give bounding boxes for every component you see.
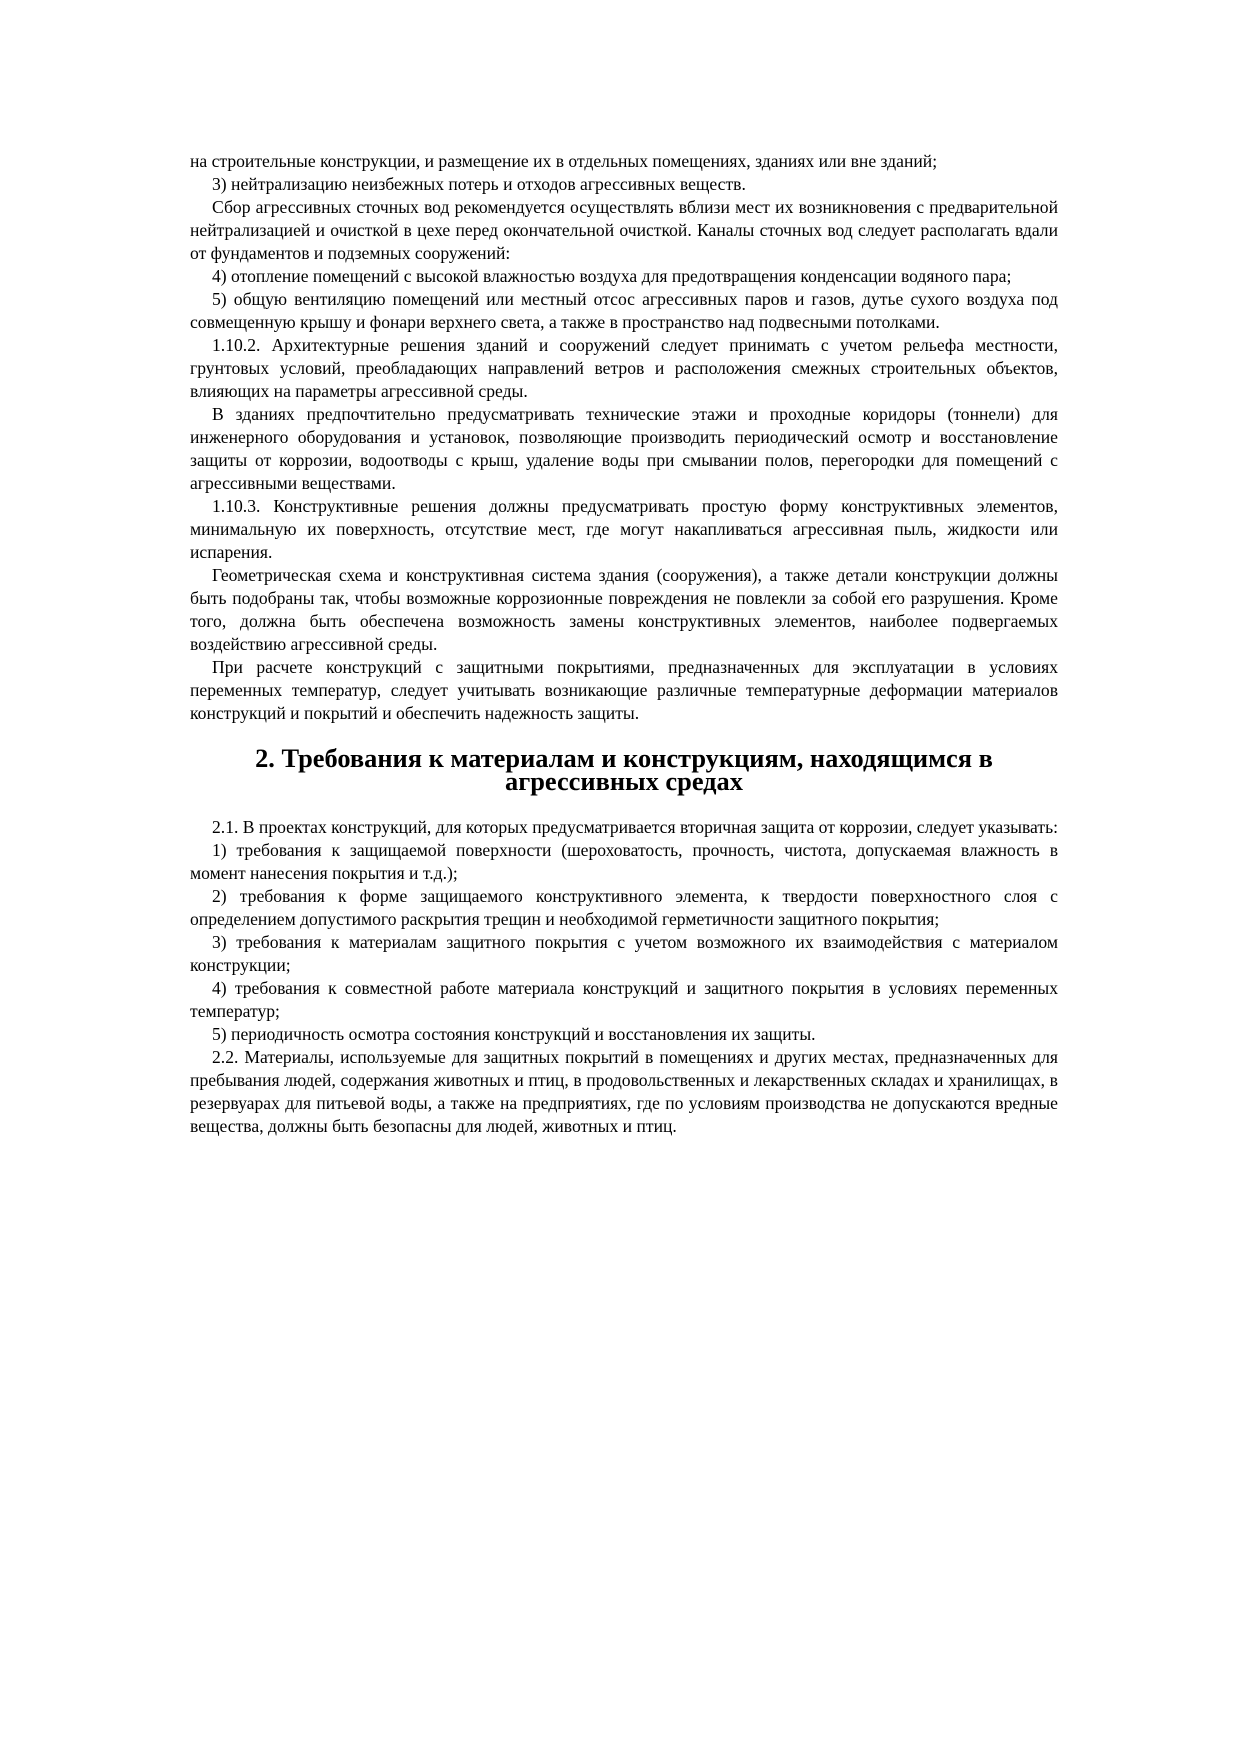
document-page [190, 150, 1058, 1138]
paragraph-2-1: 2.1. В проектах конструкций, для которых предусматривается вторичная защита от коррозии, следует указывать: [212, 817, 1059, 837]
paragraph-1-10-3: 1.10.3. Конструктивные решения должны предусматривать простую форму конструктивных элементов, минимальную их поверхность, отсутствие мест, где могут накапливаться агрессивная пыль, жидкости или испарения. [190, 496, 1058, 562]
paragraph-2-1-item-3: 3) требования к материалам защитного покрытия с учетом возможного их взаимодействия с материалом конструкции; [190, 932, 1058, 975]
paragraph-item-3-neutralization: 3) нейтрализацию неизбежных потерь и отходов агрессивных веществ. [212, 174, 746, 194]
section-2-body [190, 816, 1058, 1138]
paragraph-2-1-item-4: 4) требования к совместной работе материала конструкций и защитного покрытия в условиях переменных температур; [190, 978, 1058, 1021]
paragraph-calculation: При расчете конструкций с защитными покрытиями, предназначенных для эксплуатации в условиях переменных температур, следует учитывать возникающие различные температурные деформации материалов конструкций и покрытий и обеспечить надежность защиты. [190, 657, 1058, 723]
paragraph-item-4-heating: 4) отопление помещений с высокой влажностью воздуха для предотвращения конденсации водяного пара; [212, 266, 1012, 286]
paragraph-item-5-ventilation: 5) общую вентиляцию помещений или местный отсос агрессивных паров и газов, дутье сухого воздуха под совмещенную крышу и фонари верхнего света, а также в пространство над подвесными потолками. [190, 289, 1058, 332]
paragraph-2-1-item-2: 2) требования к форме защищаемого конструктивного элемента, к твердости поверхностного слоя с определением допустимого раскрытия трещин и необходимой герметичности защитного покрытия; [190, 886, 1058, 929]
paragraph-1-10-2: 1.10.2. Архитектурные решения зданий и сооружений следует принимать с учетом рельефа местности, грунтовых условий, преобладающих направлений ветров и расположения смежных строительных объектов, влияющих на параметры агрессивной среды. [190, 335, 1058, 401]
paragraph-2-2: 2.2. Материалы, используемые для защитных покрытий в помещениях и других местах, предназначенных для пребывания людей, содержания животных и птиц, в продовольственных и лекарственных складах и хранилищах, в резервуарах для питьевой воды, а также на предприятиях, где по условиям производства не допускаются вредные вещества, должны быть безопасны для людей, животных и птиц. [190, 1047, 1058, 1136]
paragraph-2-1-item-5: 5) периодичность осмотра состояния конструкций и восстановления их защиты. [212, 1024, 816, 1044]
paragraph-wastewater-collection: Сбор агрессивных сточных вод рекомендуется осуществлять вблизи мест их возникновения с предварительной нейтрализацией и очисткой в цехе перед окончательной очисткой. Каналы сточных вод следует располагать вдали от фундаментов и подземных сооружений: [190, 197, 1058, 263]
paragraph-technical-floors: В зданиях предпочтительно предусматривать технические этажи и проходные коридоры (тоннели) для инженерного оборудования и установок, позволяющие производить периодический осмотр и восстановление защиты от коррозии, водоотводы с крыш, удаление воды при смывании полов, перегородки для помещений с агрессивными веществами. [190, 404, 1058, 493]
section-1-body [190, 150, 1058, 725]
section-2-heading: 2. Требования к материалам и конструкциям, находящимся в агрессивных средах [255, 743, 993, 796]
paragraph-geometric-scheme: Геометрическая схема и конструктивная система здания (сооружения), а также детали конструкции должны быть подобраны так, чтобы возможные коррозионные повреждения не повлекли за собой его разрушения. Кроме того, должна быть обеспечена возможность замены конструктивных элементов, наиболее подвергаемых воздействию агрессивной среды. [190, 565, 1058, 654]
paragraph-2-1-item-1: 1) требования к защищаемой поверхности (шероховатость, прочность, чистота, допускаемая влажность в момент нанесения покрытия и т.д.); [190, 840, 1058, 883]
paragraph-continuation: на строительные конструкции, и размещение их в отдельных помещениях, зданиях или вне зданий; [190, 151, 938, 171]
